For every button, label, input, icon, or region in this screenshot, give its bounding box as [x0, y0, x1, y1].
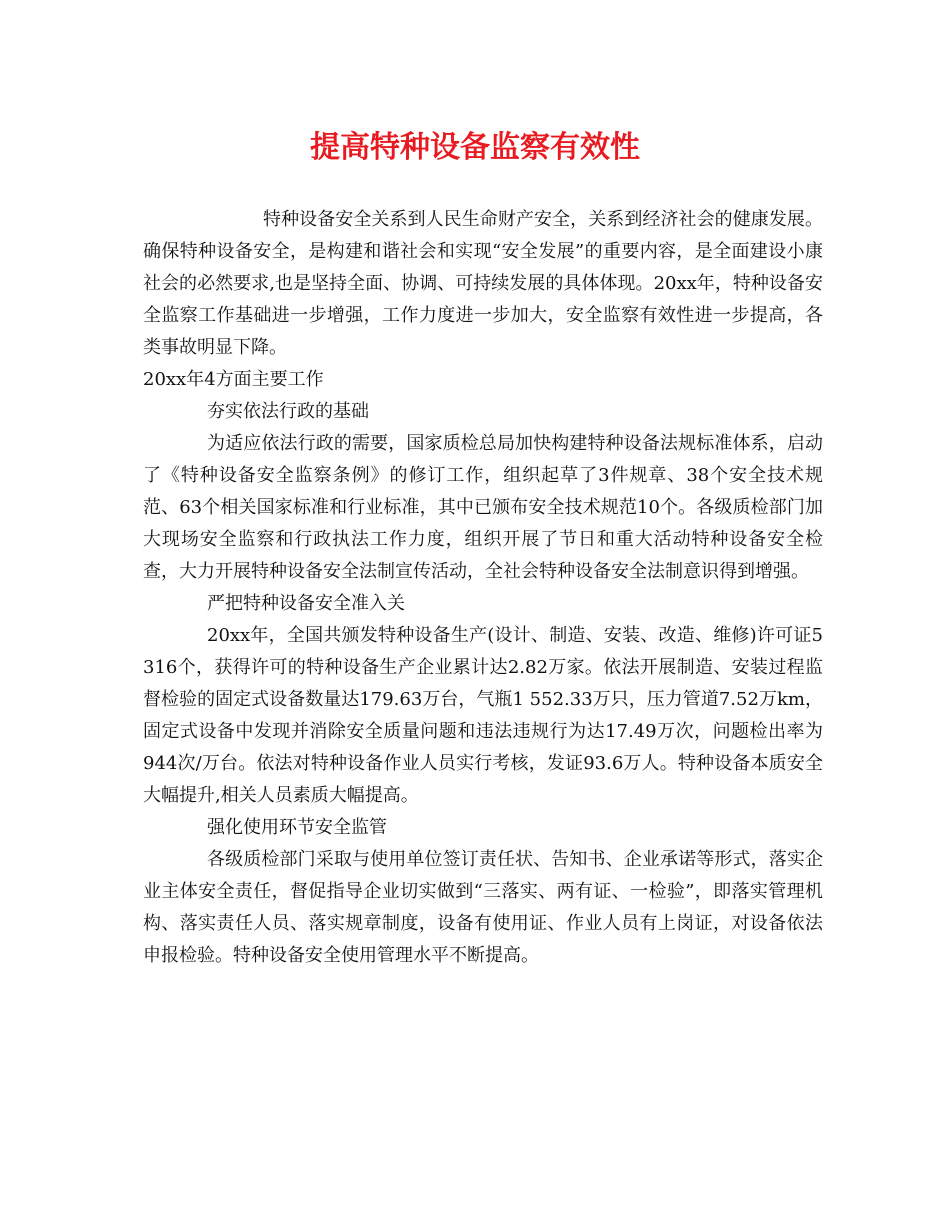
legal-basis-paragraph: 为适应依法行政的需要，国家质检总局加快构建特种设备法规标准体系，启动了《特种设备安全监察条例》的修订工作，组织起草了3件规章、38个安全技术规范、63个相关国家标准和行业标准，其中已颁布安全技术规范10个。各级质检部门加大现场安全监察和行政执法工作力度，组织开展了节日和重大活动特种设备安全检查，大力开展特种设备安全法制宣传活动，全社会特种设备安全法制意识得到增强。: [143, 433, 823, 582]
section-heading-market-access: 严把特种设备安全准入关: [207, 593, 405, 614]
market-access-paragraph: 20xx年，全国共颁发特种设备生产(设计、制造、安装、改造、维修)许可证5 316个，获得许可的特种设备生产企业累计达2.82万家。依法开展制造、安装过程监督检验的固定式设备数量达179.63万台，气瓶1 552.33万只，压力管道7.52万km，固定式设备中发现并消除安全质量问题和违法违规行为达17.49万次，问题检出率为944次/万台。依法对特种设备作业人员实行考核，发证93.6万人。特种设备本质安全大幅提升,相关人员素质大幅提高。: [143, 625, 823, 806]
document-body: [143, 204, 823, 972]
page-title: 提高特种设备监察有效性: [310, 130, 640, 165]
intro-paragraph: 特种设备安全关系到人民生命财产安全，关系到经济社会的健康发展。确保特种设备安全，是构建和谐社会和实现“安全发展”的重要内容，是全面建设小康社会的必然要求,也是坚持全面、协调、可持续发展的具体体现。20xx年，特种设备安全监察工作基础进一步增强，工作力度进一步加大，安全监察有效性进一步提高，各类事故明显下降。: [143, 209, 823, 358]
section-heading-usage-supervision: 强化使用环节安全监管: [207, 817, 387, 838]
section-summary-heading: 20xx年4方面主要工作: [143, 369, 324, 390]
usage-supervision-paragraph: 各级质检部门采取与使用单位签订责任状、告知书、企业承诺等形式，落实企业主体安全责任，督促指导企业切实做到“三落实、两有证、一检验”，即落实管理机构、落实责任人员、落实规章制度，设备有使用证、作业人员有上岗证，对设备依法申报检验。特种设备安全使用管理水平不断提高。: [143, 849, 823, 966]
section-heading-legal-basis: 夯实依法行政的基础: [207, 401, 369, 422]
